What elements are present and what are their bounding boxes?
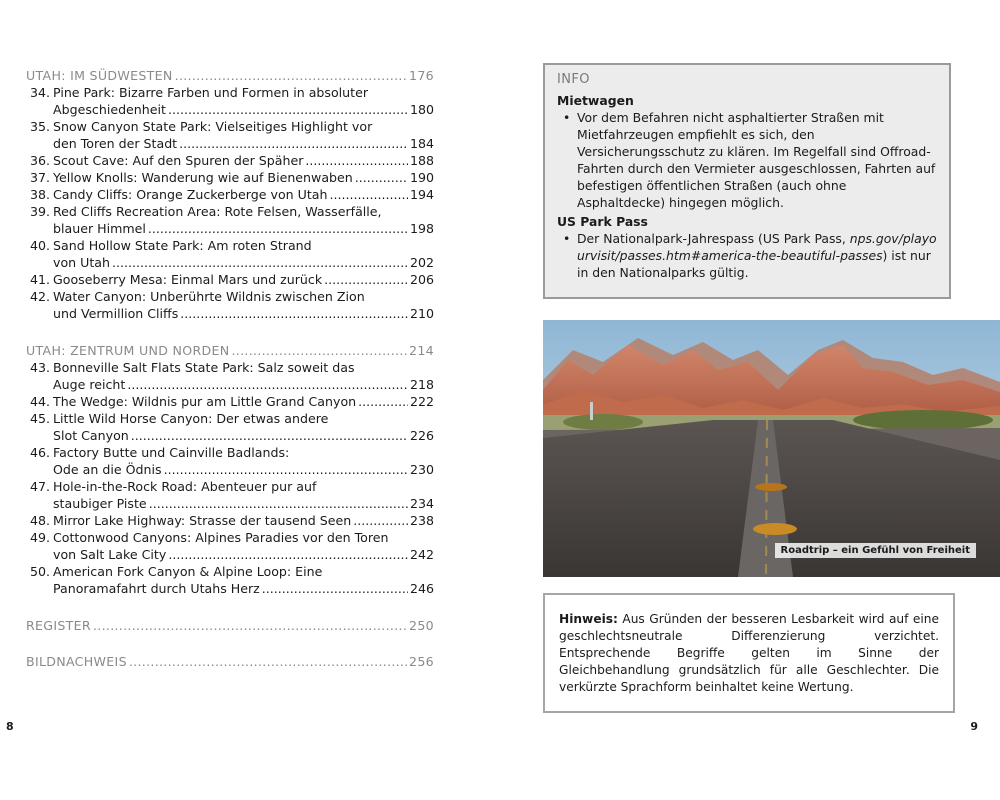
- toc-entry[interactable]: [26, 359, 434, 393]
- parkpass-link[interactable]: nps.gov/playourvisit/passes.htm#america-the-beautiful-passes: [577, 231, 937, 263]
- toc-entry-number: 44.: [30, 394, 51, 409]
- toc-bildnachweis[interactable]: [26, 653, 434, 670]
- toc-entry-number: 35.: [30, 119, 51, 134]
- photo-caption: Roadtrip – ein Gefühl von Freiheit: [775, 543, 976, 558]
- toc-entry-number: 42.: [30, 289, 51, 304]
- toc-entry-number: 37.: [30, 170, 51, 185]
- toc-leader-dots: [149, 495, 408, 512]
- toc-leader-dots: [168, 101, 408, 118]
- toc-entry[interactable]: [26, 169, 434, 186]
- toc-entry-second-line: [30, 101, 434, 118]
- toc-entry-page: 202: [409, 255, 434, 270]
- toc-entry-number: 45.: [30, 411, 51, 426]
- toc-entry-number: 50.: [30, 564, 51, 579]
- toc-leader-dots: [112, 254, 408, 271]
- toc-entry-line: [30, 393, 434, 410]
- toc-entry-page: 188: [409, 153, 434, 168]
- toc-leader-dots: [93, 617, 407, 634]
- toc-entry-number: 36.: [30, 153, 51, 168]
- toc-section-title: UTAH: ZENTRUM UND NORDEN: [26, 343, 230, 358]
- toc-entry-second-line: [30, 580, 434, 597]
- bullet-icon: •: [563, 110, 571, 125]
- parkpass-text: [577, 230, 937, 281]
- toc-entry-title: Snow Canyon State Park: Vielseitiges Highlight vor: [53, 119, 373, 134]
- toc-entry[interactable]: [26, 237, 434, 271]
- toc-entry-second-line: [30, 220, 434, 237]
- parkpass-text-after: ) ist nur in den Nationalparks gültig.: [577, 248, 931, 280]
- toc-entry[interactable]: [26, 529, 434, 563]
- toc-entry-page: 218: [409, 377, 434, 392]
- toc-entry-title: Water Canyon: Unberührte Wildnis zwischen Zion: [53, 289, 365, 304]
- toc-entry-page: 206: [409, 272, 434, 287]
- toc-entry-number: 39.: [30, 204, 51, 219]
- info-label: INFO: [557, 72, 590, 87]
- note-label: Hinweis:: [559, 612, 618, 626]
- toc-entry-page: 210: [409, 306, 434, 321]
- toc-entry-first-line: [30, 359, 434, 376]
- toc-entry-number: 43.: [30, 360, 51, 375]
- bullet-icon: •: [563, 231, 571, 246]
- toc-leader-dots: [127, 376, 408, 393]
- toc-leader-dots: [262, 580, 408, 597]
- toc-entry-page: 198: [409, 221, 434, 236]
- page-number-left: 8: [6, 720, 14, 733]
- toc-entry-number: 40.: [30, 238, 51, 253]
- mietwagen-heading: Mietwagen: [557, 93, 634, 108]
- parkpass-heading: US Park Pass: [557, 214, 648, 229]
- toc-entry[interactable]: [26, 393, 434, 410]
- toc-entry-title-cont: von Utah: [53, 255, 110, 270]
- page-number-right: 9: [970, 720, 978, 733]
- toc-entry-title: Mirror Lake Highway: Strasse der tausend Seen: [53, 513, 352, 528]
- toc-leader-dots: [168, 546, 408, 563]
- toc-entry-title-cont: blauer Himmel: [53, 221, 146, 236]
- toc-entry-second-line: [30, 427, 434, 444]
- parkpass-bullet: [557, 230, 937, 281]
- toc-entry-title: Gooseberry Mesa: Einmal Mars und zurück: [53, 272, 323, 287]
- parkpass-text-before: Der Nationalpark-Jahrespass (US Park Pass,: [577, 231, 850, 246]
- toc-section-page: 176: [409, 68, 434, 83]
- toc-bildnachweis-page: 256: [409, 654, 434, 669]
- toc-entry-second-line: [30, 546, 434, 563]
- right-page: [500, 0, 1000, 800]
- toc-entry-page: 234: [409, 496, 434, 511]
- toc-entry-page: 190: [409, 170, 434, 185]
- toc-section-page: 214: [409, 343, 434, 358]
- toc-entry-second-line: [30, 376, 434, 393]
- toc-leader-dots: [353, 512, 408, 529]
- toc-section: [26, 67, 434, 322]
- toc-entry-title-cont: Ode an die Ödnis: [53, 462, 162, 477]
- toc-register-page: 250: [409, 618, 434, 633]
- table-of-contents: [26, 67, 434, 689]
- toc-entry-title: Cottonwood Canyons: Alpines Paradies vor den Toren: [53, 530, 389, 545]
- toc-entry[interactable]: [26, 512, 434, 529]
- toc-entry-title-cont: den Toren der Stadt: [53, 136, 178, 151]
- toc-entry-title-cont: staubiger Piste: [53, 496, 147, 511]
- toc-entry-title-cont: und Vermillion Cliffs: [53, 306, 179, 321]
- note-box: [543, 593, 955, 713]
- road-landscape-image: [543, 320, 1000, 577]
- toc-entry-second-line: [30, 495, 434, 512]
- toc-entry-title: Red Cliffs Recreation Area: Rote Felsen, Wasserfälle,: [53, 204, 382, 219]
- toc-entry[interactable]: [26, 563, 434, 597]
- toc-entry-number: 47.: [30, 479, 51, 494]
- toc-entry-title: Bonneville Salt Flats State Park: Salz soweit das: [53, 360, 355, 375]
- toc-entry-title: American Fork Canyon & Alpine Loop: Eine: [53, 564, 323, 579]
- info-box: [543, 63, 951, 299]
- toc-leader-dots: [180, 305, 408, 322]
- toc-entry-title: Yellow Knolls: Wanderung wie auf Bienenwaben: [53, 170, 353, 185]
- toc-entry-title: Candy Cliffs: Orange Zuckerberge von Utah: [53, 187, 328, 202]
- toc-entry-line: [30, 169, 434, 186]
- toc-entry-title-cont: von Salt Lake City: [53, 547, 167, 562]
- toc-entry-page: 242: [409, 547, 434, 562]
- toc-entry-page: 222: [409, 394, 434, 409]
- toc-entry-number: 49.: [30, 530, 51, 545]
- toc-entry-page: 180: [409, 102, 434, 117]
- toc-leader-dots: [232, 342, 408, 359]
- toc-section-heading[interactable]: [26, 67, 434, 84]
- toc-entry-first-line: [30, 478, 434, 495]
- toc-section: [26, 342, 434, 597]
- toc-entry-first-line: [30, 203, 434, 220]
- toc-entry[interactable]: [26, 271, 434, 288]
- toc-leader-dots: [164, 461, 408, 478]
- toc-register-title: REGISTER: [26, 618, 91, 633]
- toc-entry-title: Pine Park: Bizarre Farben und Formen in absoluter: [53, 85, 369, 100]
- toc-entry-title: Little Wild Horse Canyon: Der etwas andere: [53, 411, 329, 426]
- toc-entry-first-line: [30, 237, 434, 254]
- toc-entry-line: [30, 512, 434, 529]
- toc-entry[interactable]: [26, 84, 434, 118]
- toc-leader-dots: [358, 393, 408, 410]
- toc-entry-title: Scout Cave: Auf den Spuren der Späher: [53, 153, 304, 168]
- toc-entry-line: [30, 271, 434, 288]
- toc-entry[interactable]: [26, 203, 434, 237]
- toc-leader-dots: [131, 427, 408, 444]
- toc-leader-dots: [330, 186, 408, 203]
- toc-entry[interactable]: [26, 288, 434, 322]
- toc-entry-first-line: [30, 529, 434, 546]
- toc-entry-first-line: [30, 444, 434, 461]
- toc-section-title: UTAH: IM SÜDWESTEN: [26, 68, 173, 83]
- toc-entry-first-line: [30, 410, 434, 427]
- toc-leader-dots: [179, 135, 408, 152]
- toc-entry-page: 238: [409, 513, 434, 528]
- toc-entry-page: 194: [409, 187, 434, 202]
- toc-leader-dots: [129, 653, 407, 670]
- toc-entry-title-cont: Abgeschiedenheit: [53, 102, 166, 117]
- toc-entry-page: 230: [409, 462, 434, 477]
- toc-entry-page: 246: [409, 581, 434, 596]
- toc-leader-dots: [175, 67, 407, 84]
- toc-entry-number: 46.: [30, 445, 51, 460]
- toc-entry-first-line: [30, 563, 434, 580]
- toc-leader-dots: [148, 220, 408, 237]
- toc-section-heading[interactable]: [26, 342, 434, 359]
- toc-entry-second-line: [30, 461, 434, 478]
- toc-entry-second-line: [30, 135, 434, 152]
- roadtrip-photo: [543, 320, 1000, 577]
- toc-entry-page: 184: [409, 136, 434, 151]
- toc-entry-title: Factory Butte und Cainville Badlands:: [53, 445, 290, 460]
- toc-entry-number: 34.: [30, 85, 51, 100]
- toc-entry-second-line: [30, 305, 434, 322]
- toc-entry-title-cont: Auge reicht: [53, 377, 126, 392]
- toc-entry-first-line: [30, 288, 434, 305]
- toc-entry-title-cont: Slot Canyon: [53, 428, 129, 443]
- toc-entry-title: Hole-in-the-Rock Road: Abenteuer pur auf: [53, 479, 317, 494]
- toc-bildnachweis-title: BILDNACHWEIS: [26, 654, 127, 669]
- mietwagen-bullet: [557, 109, 937, 211]
- mietwagen-text: Vor dem Befahren nicht asphaltierter Straßen mit Mietfahrzeugen empfiehlt es sich, den Versicherungsschutz zu klären. Im Regelfall sind Offroad-Fahrten durch den Vermieter ausgeschlossen, Fahrten auf befestigen öffentlichen Straßen (auch ohne Asphaltdecke) hingegen möglich.: [577, 110, 936, 210]
- note-text: Aus Gründen der besseren Lesbarkeit wird auf eine geschlechtsneutrale Differenzierung verzichtet. Entsprechende Begriffe gelten im Sinne der Gleichbehandlung grundsätzlich für alle Geschlechter. Die verkürzte Sprachform beinhaltet keine Wertung.: [559, 612, 940, 694]
- toc-entry-title: Sand Hollow State Park: Am roten Strand: [53, 238, 312, 253]
- toc-entry[interactable]: [26, 410, 434, 444]
- toc-entry[interactable]: [26, 152, 434, 169]
- toc-register[interactable]: [26, 617, 434, 634]
- toc-entry-page: 226: [409, 428, 434, 443]
- toc-leader-dots: [305, 152, 408, 169]
- toc-entry[interactable]: [26, 186, 434, 203]
- toc-entry-first-line: [30, 118, 434, 135]
- toc-leader-dots: [355, 169, 408, 186]
- toc-entry[interactable]: [26, 478, 434, 512]
- toc-entry-first-line: [30, 84, 434, 101]
- toc-entry-second-line: [30, 254, 434, 271]
- toc-entry-line: [30, 152, 434, 169]
- toc-entry[interactable]: [26, 118, 434, 152]
- toc-entry-number: 38.: [30, 187, 51, 202]
- toc-leader-dots: [324, 271, 408, 288]
- toc-entry[interactable]: [26, 444, 434, 478]
- toc-entry-line: [30, 186, 434, 203]
- toc-entry-number: 48.: [30, 513, 51, 528]
- toc-entry-title-cont: Panoramafahrt durch Utahs Herz: [53, 581, 260, 596]
- toc-entry-title: The Wedge: Wildnis pur am Little Grand Canyon: [53, 394, 357, 409]
- toc-entry-number: 41.: [30, 272, 51, 287]
